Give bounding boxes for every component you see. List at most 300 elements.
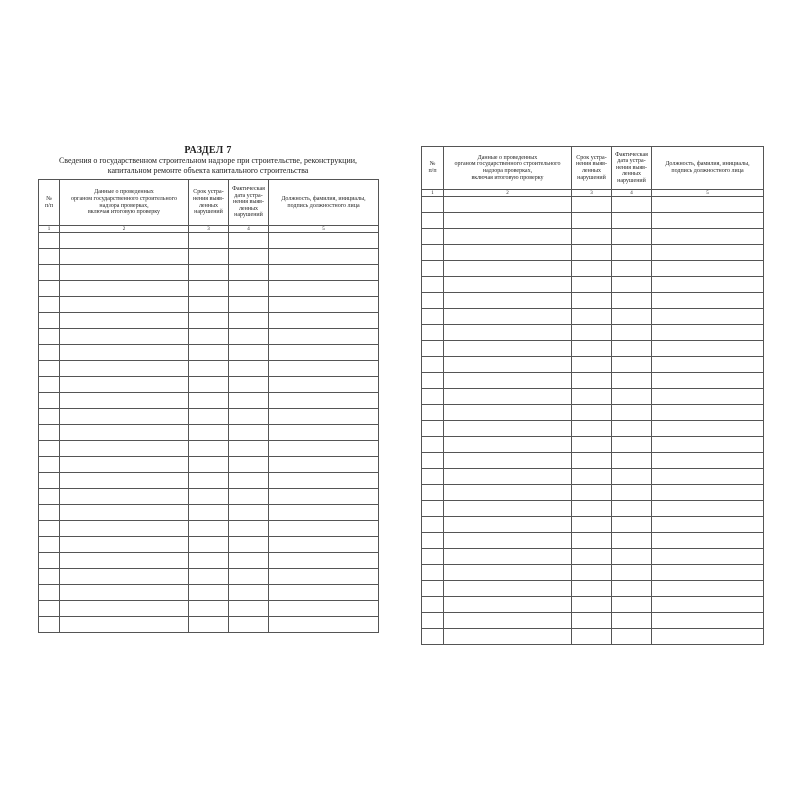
- blank-cell: [422, 421, 444, 437]
- blank-cell: [572, 517, 612, 533]
- blank-cell: [269, 409, 379, 425]
- table-row: [422, 613, 764, 629]
- blank-cell: [60, 265, 189, 281]
- blank-cell: [39, 489, 60, 505]
- blank-cell: [422, 597, 444, 613]
- blank-cell: [39, 505, 60, 521]
- blank-cell: [612, 277, 652, 293]
- blank-cell: [572, 453, 612, 469]
- blank-cell: [422, 293, 444, 309]
- blank-cell: [189, 297, 229, 313]
- blank-cell: [229, 345, 269, 361]
- blank-cell: [39, 329, 60, 345]
- blank-cell: [444, 197, 572, 213]
- header-line: нения выяв-: [615, 164, 647, 171]
- blank-cell: [444, 277, 572, 293]
- blank-cell: [60, 569, 189, 585]
- blank-cell: [39, 457, 60, 473]
- column-number: 3: [189, 226, 229, 233]
- blank-cell: [444, 309, 572, 325]
- blank-cell: [612, 293, 652, 309]
- left-journal-table: [38, 179, 379, 633]
- header-line: ленных: [238, 205, 259, 212]
- table-row: [422, 629, 764, 645]
- blank-cell: [652, 485, 764, 501]
- blank-cell: [60, 457, 189, 473]
- blank-cell: [422, 485, 444, 501]
- right-journal-table: [421, 146, 764, 645]
- table-row: [39, 249, 379, 265]
- blank-cell: [189, 489, 229, 505]
- blank-cell: [652, 325, 764, 341]
- blank-cell: [572, 341, 612, 357]
- blank-cell: [422, 565, 444, 581]
- blank-cell: [229, 521, 269, 537]
- blank-cell: [652, 517, 764, 533]
- blank-cell: [652, 357, 764, 373]
- right-page: [421, 146, 763, 645]
- blank-cell: [422, 581, 444, 597]
- blank-cell: [572, 277, 612, 293]
- blank-cell: [189, 473, 229, 489]
- blank-cell: [229, 585, 269, 601]
- blank-cell: [422, 309, 444, 325]
- header-line: подпись должностного лица: [287, 202, 360, 209]
- table-row: [422, 293, 764, 309]
- blank-cell: [422, 229, 444, 245]
- table-row: [39, 265, 379, 281]
- blank-cell: [612, 357, 652, 373]
- blank-cell: [39, 441, 60, 457]
- table-row: [39, 473, 379, 489]
- blank-cell: [60, 345, 189, 361]
- table-row: [422, 405, 764, 421]
- blank-cell: [39, 393, 60, 409]
- column-number-row: [39, 226, 379, 233]
- blank-cell: [572, 229, 612, 245]
- blank-cell: [60, 249, 189, 265]
- blank-cell: [422, 341, 444, 357]
- blank-cell: [269, 393, 379, 409]
- blank-cell: [444, 373, 572, 389]
- header-line: №: [429, 161, 436, 168]
- blank-cell: [572, 213, 612, 229]
- table-row: [422, 533, 764, 549]
- blank-cell: [652, 469, 764, 485]
- blank-cell: [652, 501, 764, 517]
- header-col-1: [422, 147, 444, 190]
- blank-cell: [422, 469, 444, 485]
- table-row: [422, 341, 764, 357]
- left-page: [38, 146, 378, 633]
- blank-cell: [572, 581, 612, 597]
- table-row: [422, 437, 764, 453]
- blank-cell: [39, 297, 60, 313]
- header-line: дата устра-: [234, 192, 263, 199]
- blank-cell: [39, 345, 60, 361]
- blank-cell: [229, 553, 269, 569]
- header-line: надзора проверках,: [482, 168, 533, 174]
- blank-cell: [39, 265, 60, 281]
- blank-cell: [39, 425, 60, 441]
- header-line: нения выяв-: [575, 161, 607, 168]
- blank-cell: [39, 553, 60, 569]
- table-row: [39, 585, 379, 601]
- header-line: ленных: [581, 168, 602, 174]
- table-row: [422, 517, 764, 533]
- blank-cell: [39, 377, 60, 393]
- blank-cell: [39, 249, 60, 265]
- table-row: [39, 345, 379, 361]
- blank-cell: [39, 537, 60, 553]
- blank-cell: [652, 389, 764, 405]
- blank-cell: [39, 569, 60, 585]
- header-line: Фактическая: [232, 186, 265, 193]
- blank-cell: [444, 405, 572, 421]
- header-line: органом государственного строительного: [71, 195, 177, 202]
- blank-cell: [612, 197, 652, 213]
- blank-cell: [269, 249, 379, 265]
- header-line: Должность, фамилия, инициалы,: [281, 195, 366, 202]
- blank-cell: [189, 393, 229, 409]
- blank-cell: [612, 453, 652, 469]
- blank-cell: [189, 361, 229, 377]
- blank-cell: [612, 389, 652, 405]
- blank-cell: [612, 517, 652, 533]
- blank-cell: [444, 437, 572, 453]
- blank-cell: [572, 389, 612, 405]
- blank-cell: [652, 421, 764, 437]
- blank-cell: [652, 341, 764, 357]
- blank-cell: [229, 473, 269, 489]
- blank-cell: [572, 565, 612, 581]
- table-row: [39, 297, 379, 313]
- table-row: [422, 565, 764, 581]
- blank-cell: [60, 313, 189, 329]
- column-number: 4: [612, 190, 652, 197]
- table-row: [39, 425, 379, 441]
- header-col-5: [652, 147, 764, 190]
- blank-cell: [444, 597, 572, 613]
- blank-cell: [444, 581, 572, 597]
- blank-cell: [269, 377, 379, 393]
- blank-cell: [652, 405, 764, 421]
- blank-cell: [60, 377, 189, 393]
- blank-cell: [189, 249, 229, 265]
- blank-cell: [652, 581, 764, 597]
- blank-cell: [60, 553, 189, 569]
- blank-cell: [444, 565, 572, 581]
- table-row: [39, 537, 379, 553]
- table-row: [39, 553, 379, 569]
- table-row: [422, 197, 764, 213]
- header-line: Данные о проведенных: [94, 189, 154, 196]
- blank-cell: [422, 197, 444, 213]
- blank-cell: [572, 197, 612, 213]
- blank-cell: [39, 361, 60, 377]
- table-row: [422, 581, 764, 597]
- blank-cell: [189, 329, 229, 345]
- column-number: 1: [39, 226, 60, 233]
- blank-cell: [572, 597, 612, 613]
- column-number: 5: [269, 226, 379, 233]
- table-row: [39, 505, 379, 521]
- blank-cell: [269, 345, 379, 361]
- header-col-5: [269, 180, 379, 226]
- blank-cell: [612, 469, 652, 485]
- header-col-3: [572, 147, 612, 190]
- blank-cell: [39, 313, 60, 329]
- table-row: [39, 313, 379, 329]
- blank-cell: [612, 597, 652, 613]
- blank-cell: [269, 585, 379, 601]
- blank-cell: [422, 325, 444, 341]
- column-number: 1: [422, 190, 444, 197]
- header-line: органом государственного строительного: [454, 161, 561, 168]
- table-row: [39, 409, 379, 425]
- blank-cell: [572, 485, 612, 501]
- blank-cell: [39, 521, 60, 537]
- blank-cell: [572, 261, 612, 277]
- header-line: надзора проверках,: [99, 202, 149, 209]
- header-line: нения выяв-: [192, 195, 224, 202]
- blank-cell: [60, 361, 189, 377]
- blank-cell: [269, 521, 379, 537]
- blank-cell: [229, 393, 269, 409]
- blank-cell: [269, 425, 379, 441]
- blank-cell: [612, 549, 652, 565]
- blank-cell: [422, 405, 444, 421]
- blank-cell: [612, 405, 652, 421]
- blank-cell: [572, 437, 612, 453]
- column-number-row: [422, 190, 764, 197]
- blank-cell: [612, 261, 652, 277]
- header-line: нарушений: [577, 174, 606, 181]
- blank-cell: [39, 233, 60, 249]
- blank-cell: [612, 485, 652, 501]
- table-row: [39, 457, 379, 473]
- blank-cell: [229, 441, 269, 457]
- header-col-3: [189, 180, 229, 226]
- blank-cell: [612, 309, 652, 325]
- blank-cell: [572, 501, 612, 517]
- blank-cell: [652, 245, 764, 261]
- blank-cell: [444, 453, 572, 469]
- blank-cell: [229, 377, 269, 393]
- blank-cell: [229, 265, 269, 281]
- blank-cell: [652, 197, 764, 213]
- section-subtitle-line-2: капитальном ремонте объекта капитального строительства: [107, 166, 309, 175]
- blank-cell: [229, 409, 269, 425]
- blank-cell: [422, 357, 444, 373]
- blank-cell: [189, 409, 229, 425]
- blank-cell: [269, 489, 379, 505]
- blank-cell: [612, 581, 652, 597]
- blank-cell: [189, 553, 229, 569]
- blank-cell: [444, 229, 572, 245]
- header-line: подпись должностного лица: [671, 168, 744, 174]
- blank-cell: [422, 517, 444, 533]
- blank-cell: [652, 309, 764, 325]
- blank-cell: [39, 281, 60, 297]
- table-row: [39, 521, 379, 537]
- blank-cell: [229, 425, 269, 441]
- table-row: [422, 309, 764, 325]
- blank-cell: [189, 617, 229, 633]
- blank-cell: [229, 281, 269, 297]
- blank-cell: [39, 585, 60, 601]
- blank-cell: [612, 437, 652, 453]
- blank-cell: [444, 613, 572, 629]
- blank-cell: [269, 233, 379, 249]
- blank-cell: [444, 325, 572, 341]
- blank-cell: [269, 569, 379, 585]
- blank-cell: [189, 281, 229, 297]
- section-header: [38, 146, 378, 179]
- table-row: [39, 393, 379, 409]
- blank-cell: [444, 341, 572, 357]
- blank-cell: [60, 601, 189, 617]
- blank-cell: [60, 425, 189, 441]
- blank-cell: [444, 485, 572, 501]
- blank-cell: [229, 489, 269, 505]
- blank-cell: [572, 357, 612, 373]
- blank-cell: [60, 297, 189, 313]
- table-row: [422, 229, 764, 245]
- blank-cell: [572, 293, 612, 309]
- header-line: п/п: [428, 168, 437, 174]
- blank-cell: [444, 469, 572, 485]
- header-line: нарушений: [194, 209, 223, 216]
- blank-cell: [612, 533, 652, 549]
- blank-cell: [229, 313, 269, 329]
- blank-cell: [269, 281, 379, 297]
- table-row: [422, 245, 764, 261]
- blank-cell: [60, 617, 189, 633]
- table-row: [39, 441, 379, 457]
- table-row: [39, 569, 379, 585]
- blank-cell: [189, 457, 229, 473]
- blank-cell: [652, 533, 764, 549]
- table-row: [422, 389, 764, 405]
- table-row: [422, 597, 764, 613]
- blank-cell: [269, 329, 379, 345]
- table-row: [422, 213, 764, 229]
- table-row: [422, 261, 764, 277]
- blank-cell: [422, 261, 444, 277]
- blank-cell: [60, 505, 189, 521]
- blank-cell: [60, 281, 189, 297]
- blank-cell: [652, 213, 764, 229]
- blank-cell: [269, 313, 379, 329]
- blank-cell: [652, 373, 764, 389]
- blank-cell: [422, 453, 444, 469]
- right-table-header: [422, 147, 764, 190]
- blank-cell: [572, 245, 612, 261]
- blank-cell: [652, 437, 764, 453]
- blank-cell: [189, 441, 229, 457]
- table-row: [39, 329, 379, 345]
- blank-cell: [652, 613, 764, 629]
- header-line: включая итоговую проверку: [471, 174, 544, 181]
- header-line: Данные о проведенных: [477, 154, 538, 161]
- blank-cell: [652, 629, 764, 645]
- blank-cell: [189, 313, 229, 329]
- column-number: 2: [444, 190, 572, 197]
- column-number: 5: [652, 190, 764, 197]
- blank-cell: [60, 585, 189, 601]
- header-line: Срок устра-: [193, 189, 224, 196]
- table-row: [422, 373, 764, 389]
- table-row: [422, 453, 764, 469]
- table-row: [39, 361, 379, 377]
- blank-cell: [229, 617, 269, 633]
- blank-cell: [612, 421, 652, 437]
- blank-cell: [572, 549, 612, 565]
- blank-cell: [189, 601, 229, 617]
- blank-cell: [269, 601, 379, 617]
- blank-cell: [422, 629, 444, 645]
- blank-cell: [652, 277, 764, 293]
- blank-cell: [269, 505, 379, 521]
- header-line: дата устра-: [617, 158, 646, 165]
- table-row: [422, 501, 764, 517]
- table-row: [422, 325, 764, 341]
- blank-cell: [269, 457, 379, 473]
- blank-cell: [612, 229, 652, 245]
- blank-cell: [60, 521, 189, 537]
- blank-cell: [444, 533, 572, 549]
- blank-cell: [189, 521, 229, 537]
- blank-cell: [612, 565, 652, 581]
- blank-cell: [422, 389, 444, 405]
- table-row: [422, 357, 764, 373]
- blank-cell: [229, 569, 269, 585]
- blank-cell: [444, 629, 572, 645]
- table-row: [39, 489, 379, 505]
- table-row: [422, 421, 764, 437]
- column-number: 4: [229, 226, 269, 233]
- blank-cell: [39, 409, 60, 425]
- blank-cell: [229, 601, 269, 617]
- blank-cell: [652, 229, 764, 245]
- blank-cell: [189, 505, 229, 521]
- blank-cell: [189, 537, 229, 553]
- header-line: включая итоговую проверку: [87, 209, 161, 216]
- header-line: ленных: [198, 202, 219, 209]
- blank-cell: [189, 569, 229, 585]
- blank-cell: [612, 629, 652, 645]
- header-col-2: [444, 147, 572, 190]
- blank-cell: [444, 549, 572, 565]
- blank-cell: [572, 405, 612, 421]
- header-line: нарушений: [617, 177, 646, 184]
- blank-cell: [39, 617, 60, 633]
- blank-cell: [60, 489, 189, 505]
- blank-cell: [422, 213, 444, 229]
- blank-cell: [60, 441, 189, 457]
- table-row: [422, 549, 764, 565]
- blank-cell: [269, 617, 379, 633]
- blank-cell: [612, 245, 652, 261]
- blank-cell: [444, 261, 572, 277]
- blank-cell: [422, 245, 444, 261]
- table-row: [422, 469, 764, 485]
- blank-cell: [269, 537, 379, 553]
- blank-cell: [652, 453, 764, 469]
- column-number: 3: [572, 190, 612, 197]
- blank-cell: [652, 597, 764, 613]
